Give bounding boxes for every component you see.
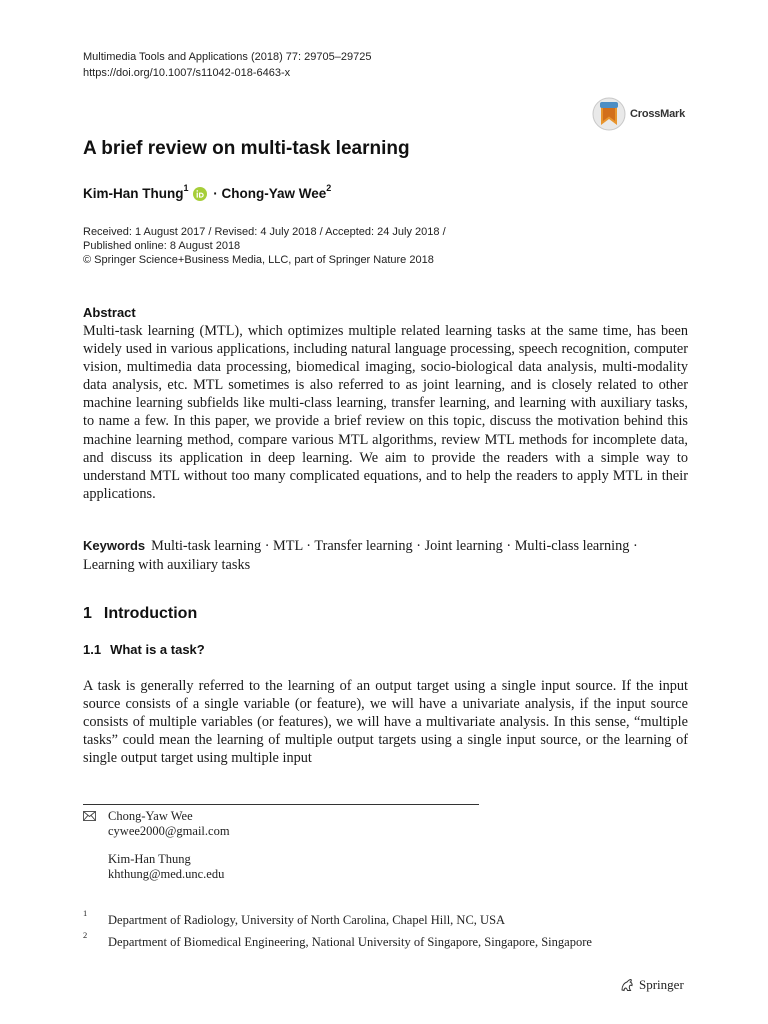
author-name[interactable]: Chong-Yaw Wee [221, 186, 327, 201]
section-heading [83, 605, 197, 623]
affiliation-text: Department of Radiology, University of North Carolina, Chapel Hill, NC, USA [108, 913, 506, 928]
author-separator: · [209, 186, 222, 201]
affiliation-number: 2 [83, 930, 88, 940]
contact-name: Chong-Yaw Wee [108, 809, 193, 823]
publisher-name: Springer [639, 977, 684, 992]
contact-email[interactable]: khthung@med.unc.edu [108, 866, 225, 881]
crossmark-icon [592, 97, 626, 131]
crossmark-label: CrossMark [630, 108, 686, 120]
publisher-logo [619, 977, 684, 993]
contact-email[interactable]: cywee2000@gmail.com [108, 823, 230, 838]
body-paragraph: A task is generally referred to the learning of an output target using a single input source. If the input source consists of a single variable (or feature), we will have a univariate analysis, if the input source consists of multiple variables (or features), we will have a multivariate analysis. In this sense, “multiple tasks” could mean the learning of multiple output targets using a single input source, or the learning of single output target using multiple input [83, 678, 688, 767]
keywords-block [83, 537, 688, 574]
doi-link[interactable]: https://doi.org/10.1007/s11042-018-6463-x [83, 67, 291, 79]
orcid-icon[interactable] [193, 187, 207, 201]
contact-name: Kim-Han Thung [108, 852, 191, 866]
subsection-title: What is a task? [110, 642, 205, 657]
section-title: Introduction [103, 605, 198, 622]
subsection-number: 1.1 [83, 642, 102, 657]
subsection-heading [83, 642, 205, 657]
corresponding-contacts [83, 809, 230, 881]
mail-icon [83, 811, 96, 821]
affiliation-item [83, 908, 506, 928]
published-date: Published online: 8 August 2018 [83, 240, 241, 252]
abstract-text: Multi-task learning (MTL), which optimizes multiple related learning tasks at the same time, has been widely used in various applications, including natural language processing, speech recognition, computer vision, multimedia data processing, biomedical imaging, socio-biological data analysis, multi-modality data analysis, etc. MTL sometimes is also referred to as joint learning, and is closely related to other machine learning subfields like multi-class learning, transfer learning, and learning with auxiliary tasks, to name a few. In this paper, we provide a brief review on this topic, discuss the motivation behind this machine learning method, compare various MTL algorithms, review MTL methods for incomplete data, and discuss its application in deep learning. We aim to provide the readers with a simple way to understand MTL without too many complicated equations, and to help the readers to apply MTL in their applications. [83, 323, 688, 502]
affiliation-marker: 1 [183, 183, 189, 193]
keywords-list: Multi-task learning · MTL · Transfer learning · Joint learning · Multi-class learning · Learning with auxiliary tasks [83, 538, 638, 573]
affiliation-marker: 2 [326, 183, 332, 193]
journal-citation: Multimedia Tools and Applications (2018) 77: 29705–29725 [83, 51, 372, 63]
affiliation-number: 1 [83, 908, 88, 918]
affiliation-text: Department of Biomedical Engineering, National University of Singapore, Singapore, Singapore [108, 935, 592, 950]
section-number: 1 [83, 605, 92, 622]
author-line [83, 183, 332, 201]
article-history: Received: 1 August 2017 / Revised: 4 July 2018 / Accepted: 24 July 2018 / [83, 226, 446, 238]
springer-horse-icon [619, 977, 635, 993]
author-name[interactable]: Kim-Han Thung [83, 186, 184, 201]
paper-title: A brief review on multi-task learning [83, 138, 410, 159]
affiliation-item [83, 930, 592, 950]
footnote-divider [83, 804, 479, 805]
keywords-label: Keywords [83, 538, 146, 553]
crossmark-badge[interactable] [592, 95, 702, 133]
abstract-heading: Abstract [83, 305, 136, 320]
copyright-notice: © Springer Science+Business Media, LLC, part of Springer Nature 2018 [83, 254, 434, 266]
